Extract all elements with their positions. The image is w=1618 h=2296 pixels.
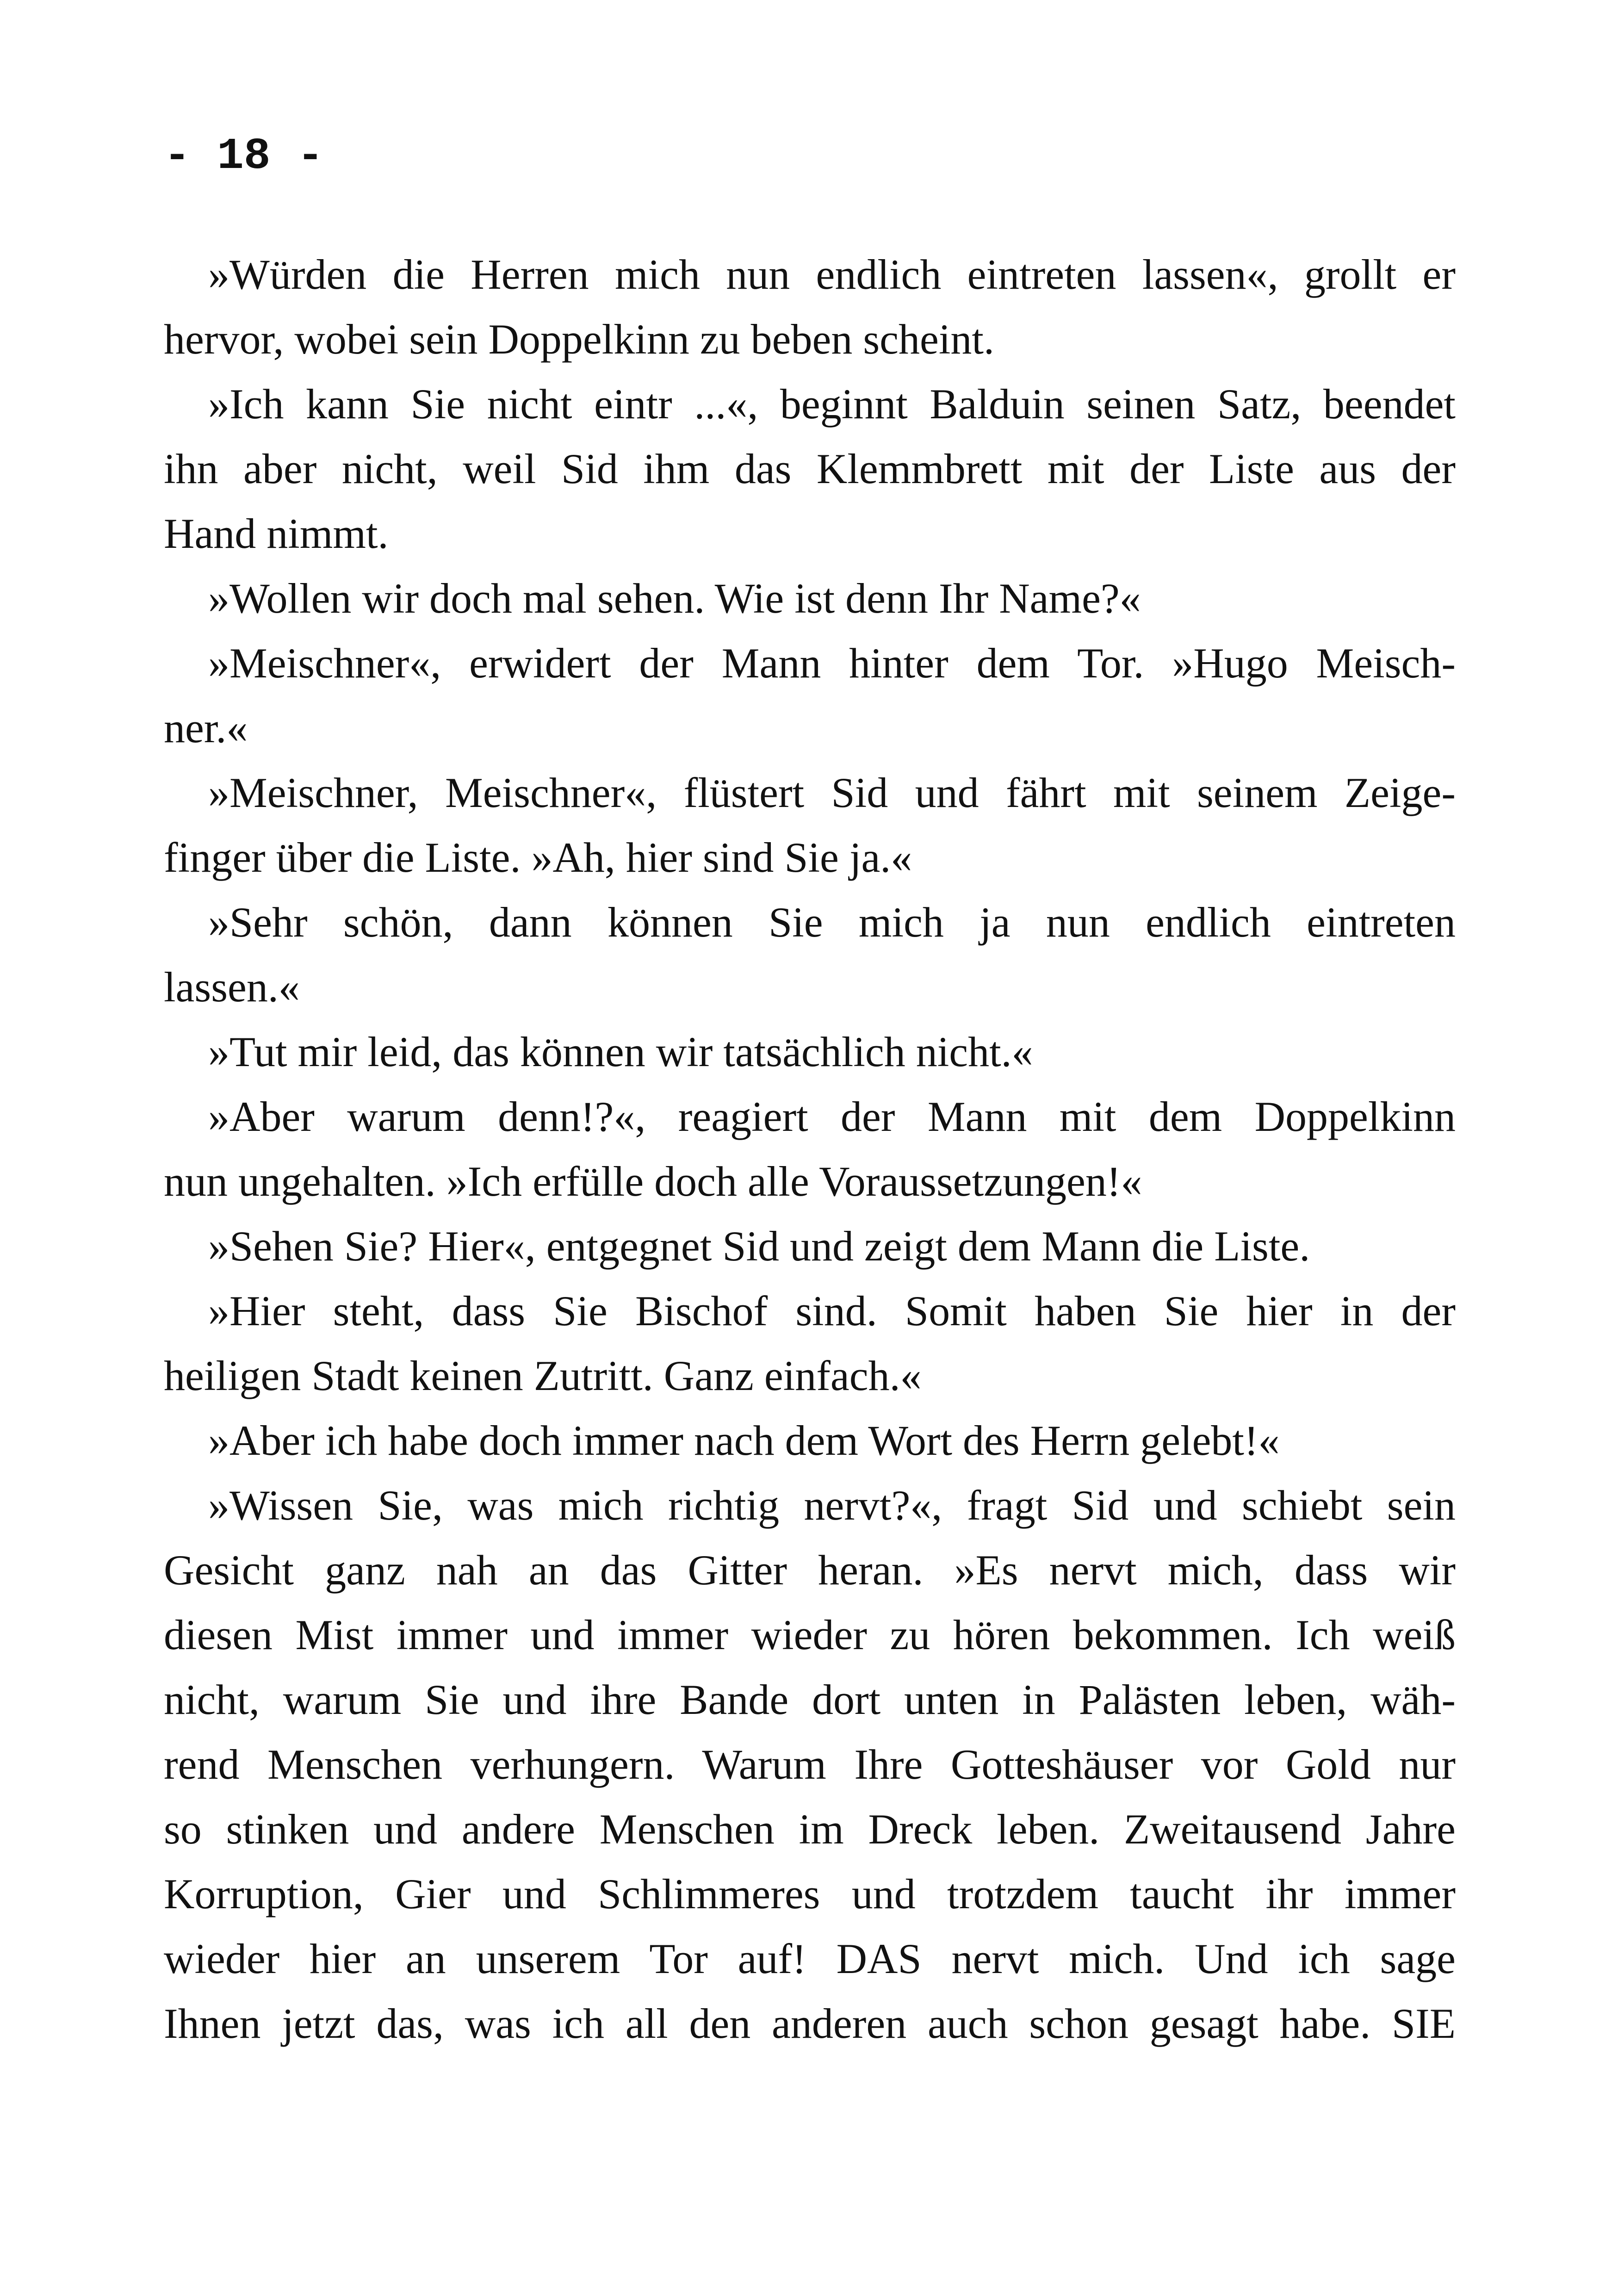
text-line: »Tut mir leid, das können wir tatsächlich nicht.« <box>208 1028 1033 1075</box>
text-line: wieder hier an unserem Tor auf! DAS nervt mich. Und ich sage <box>164 1935 1456 1982</box>
text-line: »Aber warum denn!?«, reagiert der Mann mit dem Doppelkinn <box>208 1093 1456 1140</box>
text-line: »Hier steht, dass Sie Bischof sind. Somit haben Sie hier in der <box>208 1287 1456 1334</box>
text-line: heiligen Stadt keinen Zutritt. Ganz einfach.« <box>164 1352 922 1399</box>
text-line: »Würden die Herren mich nun endlich eintreten lassen«, grollt er <box>208 251 1456 298</box>
text-line: »Sehr schön, dann können Sie mich ja nun endlich eintreten <box>208 899 1456 946</box>
text-line: nicht, warum Sie und ihre Bande dort unten in Palästen leben, wäh- <box>164 1676 1456 1723</box>
text-line: »Wollen wir doch mal sehen. Wie ist denn Ihr Name?« <box>208 575 1141 622</box>
text-line: lassen.« <box>164 963 300 1011</box>
text-line: nun ungehalten. »Ich erfülle doch alle Voraussetzungen!« <box>164 1158 1142 1205</box>
text-line: rend Menschen verhungern. Warum Ihre Gotteshäuser vor Gold nur <box>164 1741 1456 1788</box>
text-line: ihn aber nicht, weil Sid ihm das Klemmbrett mit der Liste aus der <box>164 445 1456 492</box>
text-line: Ihnen jetzt das, was ich all den anderen auch schon gesagt habe. SIE <box>164 2000 1456 2047</box>
text-line: Korruption, Gier und Schlimmeres und trotzdem taucht ihr immer <box>164 1870 1456 1917</box>
text-line: »Meischner«, erwidert der Mann hinter dem Tor. »Hugo Meisch- <box>208 639 1456 687</box>
text-line: »Sehen Sie? Hier«, entgegnet Sid und zeigt dem Mann die Liste. <box>208 1222 1310 1270</box>
text-line: Gesicht ganz nah an das Gitter heran. »Es nervt mich, dass wir <box>164 1546 1456 1594</box>
text-line: so stinken und andere Menschen im Dreck leben. Zweitausend Jahre <box>164 1806 1456 1853</box>
text-line: »Wissen Sie, was mich richtig nervt?«, fragt Sid und schiebt sein <box>208 1482 1456 1529</box>
text-line: »Aber ich habe doch immer nach dem Wort des Herrn gelebt!« <box>208 1417 1280 1464</box>
text-line: »Meischner, Meischner«, flüstert Sid und fährt mit seinem Zeige- <box>208 769 1456 816</box>
text-line: ner.« <box>164 704 248 751</box>
text-line: hervor, wobei sein Doppelkinn zu beben scheint. <box>164 316 994 363</box>
page-number: - 18 - <box>164 131 324 181</box>
text-line: »Ich kann Sie nicht eintr ...«, beginnt Balduin seinen Satz, beendet <box>208 380 1456 428</box>
body-text <box>164 242 1456 2056</box>
text-line: Hand nimmt. <box>164 510 389 557</box>
text-line: diesen Mist immer und immer wieder zu hören bekommen. Ich weiß <box>164 1611 1456 1658</box>
text-line: finger über die Liste. »Ah, hier sind Sie ja.« <box>164 834 912 881</box>
